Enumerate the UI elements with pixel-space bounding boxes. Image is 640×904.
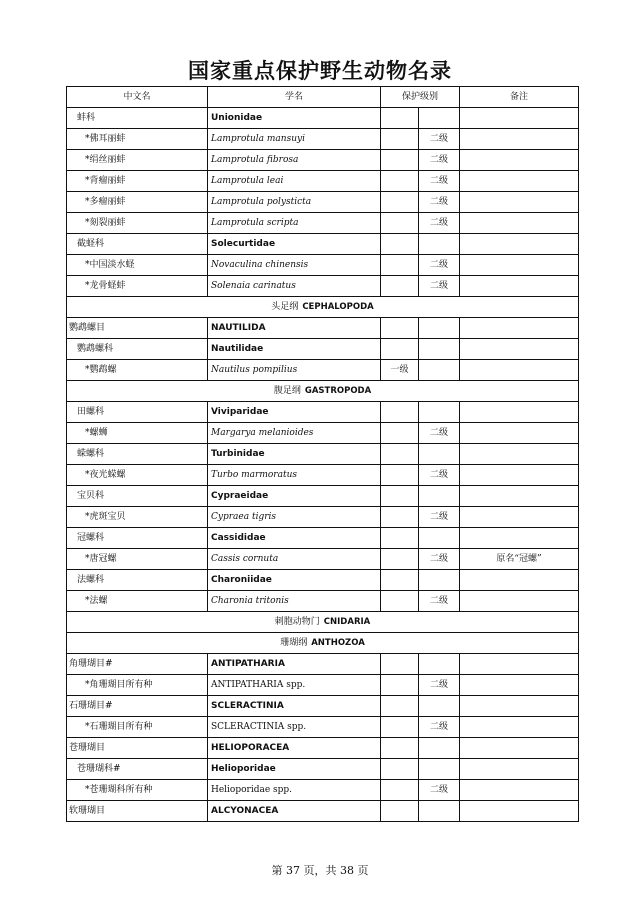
section-latin-name: CNIDARIA bbox=[323, 617, 371, 627]
notes-cell bbox=[460, 444, 579, 465]
notes-cell bbox=[460, 234, 579, 255]
level-two-cell: 二级 bbox=[419, 423, 460, 444]
level-two-cell: 二级 bbox=[419, 675, 460, 696]
level-two-cell: 二级 bbox=[419, 192, 460, 213]
header-scientific-name: 学名 bbox=[208, 87, 381, 108]
level-one-cell bbox=[381, 129, 419, 150]
scientific-name-cell: Lamprotula polysticta bbox=[208, 192, 381, 213]
chinese-name-cell: 苍珊瑚目 bbox=[67, 738, 208, 759]
scientific-name-cell: Viviparidae bbox=[208, 402, 381, 423]
level-two-cell: 二级 bbox=[419, 780, 460, 801]
notes-cell bbox=[460, 591, 579, 612]
notes-cell bbox=[460, 759, 579, 780]
scientific-name-cell: ANTIPATHARIA spp. bbox=[208, 675, 381, 696]
scientific-name-cell: Nautilidae bbox=[208, 339, 381, 360]
level-two-cell bbox=[419, 234, 460, 255]
chinese-name-cell: 冠螺科 bbox=[67, 528, 208, 549]
table-row bbox=[67, 801, 579, 822]
table-row bbox=[67, 402, 579, 423]
header-protection-level: 保护级别 bbox=[381, 87, 460, 108]
scientific-name-cell: NAUTILIDA bbox=[208, 318, 381, 339]
chinese-name-cell: *佛耳丽蚌 bbox=[67, 129, 208, 150]
scientific-name-cell: Lamprotula scripta bbox=[208, 213, 381, 234]
scientific-name-cell: Solecurtidae bbox=[208, 234, 381, 255]
scientific-name-cell: Charonia tritonis bbox=[208, 591, 381, 612]
section-chinese-name: 珊瑚纲 bbox=[280, 638, 308, 648]
table-row bbox=[67, 108, 579, 129]
table-row bbox=[67, 759, 579, 780]
notes-cell bbox=[460, 486, 579, 507]
level-two-cell bbox=[419, 759, 460, 780]
level-two-cell bbox=[419, 402, 460, 423]
notes-cell bbox=[460, 108, 579, 129]
notes-cell bbox=[460, 801, 579, 822]
page-number: 第 37 页，共 38 页 bbox=[271, 864, 369, 877]
scientific-name-cell: SCLERACTINIA bbox=[208, 696, 381, 717]
notes-cell bbox=[460, 528, 579, 549]
level-one-cell bbox=[381, 339, 419, 360]
chinese-name-cell: *夜光蝾螺 bbox=[67, 465, 208, 486]
header-notes: 备注 bbox=[460, 87, 579, 108]
level-one-cell bbox=[381, 276, 419, 297]
table-row bbox=[67, 486, 579, 507]
chinese-name-cell: 法螺科 bbox=[67, 570, 208, 591]
section-chinese-name: 腹足纲 bbox=[273, 386, 301, 396]
table-row bbox=[67, 444, 579, 465]
level-one-cell bbox=[381, 801, 419, 822]
section-latin-name: ANTHOZOA bbox=[311, 638, 365, 648]
chinese-name-cell: *唐冠螺 bbox=[67, 549, 208, 570]
scientific-name-cell: Lamprotula leai bbox=[208, 171, 381, 192]
section-chinese-name: 头足纲 bbox=[271, 302, 299, 312]
notes-cell bbox=[460, 276, 579, 297]
level-two-cell bbox=[419, 486, 460, 507]
level-one-cell bbox=[381, 549, 419, 570]
level-two-cell: 二级 bbox=[419, 171, 460, 192]
notes-cell bbox=[460, 423, 579, 444]
section-row bbox=[67, 381, 579, 402]
chinese-name-cell: *法螺 bbox=[67, 591, 208, 612]
species-table bbox=[66, 86, 579, 822]
level-one-cell bbox=[381, 192, 419, 213]
scientific-name-cell: Charoniidae bbox=[208, 570, 381, 591]
scientific-name-cell: SCLERACTINIA spp. bbox=[208, 717, 381, 738]
level-two-cell bbox=[419, 654, 460, 675]
notes-cell bbox=[460, 213, 579, 234]
table-row bbox=[67, 528, 579, 549]
chinese-name-cell: 角珊瑚目# bbox=[67, 654, 208, 675]
notes-cell bbox=[460, 654, 579, 675]
chinese-name-cell: *中国淡水蛏 bbox=[67, 255, 208, 276]
scientific-name-cell: Unionidae bbox=[208, 108, 381, 129]
notes-cell bbox=[460, 318, 579, 339]
table-row bbox=[67, 465, 579, 486]
level-two-cell bbox=[419, 696, 460, 717]
level-one-cell bbox=[381, 591, 419, 612]
section-heading bbox=[67, 297, 579, 318]
chinese-name-cell: *石珊瑚目所有种 bbox=[67, 717, 208, 738]
level-two-cell: 二级 bbox=[419, 276, 460, 297]
level-two-cell bbox=[419, 444, 460, 465]
level-two-cell: 二级 bbox=[419, 213, 460, 234]
notes-cell bbox=[460, 465, 579, 486]
level-one-cell bbox=[381, 318, 419, 339]
chinese-name-cell: *螺蛳 bbox=[67, 423, 208, 444]
chinese-name-cell: *龙骨蛏蚌 bbox=[67, 276, 208, 297]
section-row bbox=[67, 633, 579, 654]
level-one-cell bbox=[381, 675, 419, 696]
notes-cell bbox=[460, 402, 579, 423]
chinese-name-cell: *多瘤丽蚌 bbox=[67, 192, 208, 213]
level-one-cell: 一级 bbox=[381, 360, 419, 381]
level-two-cell: 二级 bbox=[419, 549, 460, 570]
notes-cell bbox=[460, 255, 579, 276]
scientific-name-cell: ALCYONACEA bbox=[208, 801, 381, 822]
table-row bbox=[67, 654, 579, 675]
notes-cell bbox=[460, 507, 579, 528]
level-one-cell bbox=[381, 255, 419, 276]
level-one-cell bbox=[381, 780, 419, 801]
notes-cell bbox=[460, 570, 579, 591]
level-one-cell bbox=[381, 150, 419, 171]
scientific-name-cell: Cassididae bbox=[208, 528, 381, 549]
table-row bbox=[67, 549, 579, 570]
scientific-name-cell: Helioporidae spp. bbox=[208, 780, 381, 801]
level-one-cell bbox=[381, 213, 419, 234]
chinese-name-cell: 鹦鹉螺目 bbox=[67, 318, 208, 339]
level-one-cell bbox=[381, 528, 419, 549]
level-one-cell bbox=[381, 444, 419, 465]
level-two-cell bbox=[419, 570, 460, 591]
chinese-name-cell: 苍珊瑚科# bbox=[67, 759, 208, 780]
level-two-cell bbox=[419, 801, 460, 822]
scientific-name-cell: Solenaia carinatus bbox=[208, 276, 381, 297]
section-row bbox=[67, 297, 579, 318]
section-heading bbox=[67, 612, 579, 633]
level-one-cell bbox=[381, 423, 419, 444]
notes-cell bbox=[460, 129, 579, 150]
notes-cell bbox=[460, 738, 579, 759]
header-chinese-name: 中文名 bbox=[67, 87, 208, 108]
table-row bbox=[67, 234, 579, 255]
level-one-cell bbox=[381, 654, 419, 675]
table-row bbox=[67, 507, 579, 528]
level-two-cell bbox=[419, 339, 460, 360]
section-heading bbox=[67, 381, 579, 402]
chinese-name-cell: 鹦鹉螺科 bbox=[67, 339, 208, 360]
chinese-name-cell: *刻裂丽蚌 bbox=[67, 213, 208, 234]
chinese-name-cell: *背瘤丽蚌 bbox=[67, 171, 208, 192]
page-title: 国家重点保护野生动物名录 bbox=[188, 58, 452, 83]
level-one-cell bbox=[381, 171, 419, 192]
level-one-cell bbox=[381, 717, 419, 738]
notes-cell bbox=[460, 360, 579, 381]
level-one-cell bbox=[381, 486, 419, 507]
table-row bbox=[67, 738, 579, 759]
level-one-cell bbox=[381, 108, 419, 129]
chinese-name-cell: *虎斑宝贝 bbox=[67, 507, 208, 528]
level-one-cell bbox=[381, 402, 419, 423]
scientific-name-cell: Turbinidae bbox=[208, 444, 381, 465]
table-row bbox=[67, 129, 579, 150]
table-row bbox=[67, 150, 579, 171]
notes-cell bbox=[460, 150, 579, 171]
scientific-name-cell: ANTIPATHARIA bbox=[208, 654, 381, 675]
scientific-name-cell: Lamprotula mansuyi bbox=[208, 129, 381, 150]
notes-cell bbox=[460, 717, 579, 738]
level-two-cell bbox=[419, 360, 460, 381]
table-row bbox=[67, 318, 579, 339]
section-latin-name: CEPHALOPODA bbox=[302, 302, 374, 312]
notes-cell bbox=[460, 696, 579, 717]
level-two-cell bbox=[419, 528, 460, 549]
scientific-name-cell: Lamprotula fibrosa bbox=[208, 150, 381, 171]
scientific-name-cell: Turbo marmoratus bbox=[208, 465, 381, 486]
level-one-cell bbox=[381, 465, 419, 486]
level-two-cell bbox=[419, 738, 460, 759]
level-two-cell: 二级 bbox=[419, 129, 460, 150]
table-row bbox=[67, 717, 579, 738]
table-row bbox=[67, 192, 579, 213]
scientific-name-cell: Nautilus pompilius bbox=[208, 360, 381, 381]
table-row bbox=[67, 696, 579, 717]
level-two-cell bbox=[419, 108, 460, 129]
table-row bbox=[67, 339, 579, 360]
level-two-cell: 二级 bbox=[419, 150, 460, 171]
chinese-name-cell: 软珊瑚目 bbox=[67, 801, 208, 822]
level-one-cell bbox=[381, 507, 419, 528]
section-row bbox=[67, 612, 579, 633]
level-one-cell bbox=[381, 234, 419, 255]
notes-cell bbox=[460, 675, 579, 696]
table-row bbox=[67, 255, 579, 276]
chinese-name-cell: *鹦鹉螺 bbox=[67, 360, 208, 381]
table-header-row bbox=[67, 87, 579, 108]
notes-cell: 原名“冠螺” bbox=[460, 549, 579, 570]
notes-cell bbox=[460, 192, 579, 213]
chinese-name-cell: 田螺科 bbox=[67, 402, 208, 423]
notes-cell bbox=[460, 780, 579, 801]
level-one-cell bbox=[381, 570, 419, 591]
table-row bbox=[67, 213, 579, 234]
scientific-name-cell: Margarya melanioides bbox=[208, 423, 381, 444]
chinese-name-cell: 截蛏科 bbox=[67, 234, 208, 255]
section-latin-name: GASTROPODA bbox=[304, 386, 372, 396]
table-row bbox=[67, 780, 579, 801]
level-two-cell: 二级 bbox=[419, 465, 460, 486]
scientific-name-cell: HELIOPORACEA bbox=[208, 738, 381, 759]
chinese-name-cell: *角珊瑚目所有种 bbox=[67, 675, 208, 696]
notes-cell bbox=[460, 171, 579, 192]
table-row bbox=[67, 360, 579, 381]
chinese-name-cell: 蝾螺科 bbox=[67, 444, 208, 465]
chinese-name-cell: 蚌科 bbox=[67, 108, 208, 129]
notes-cell bbox=[460, 339, 579, 360]
chinese-name-cell: *绢丝丽蚌 bbox=[67, 150, 208, 171]
level-one-cell bbox=[381, 738, 419, 759]
level-two-cell bbox=[419, 318, 460, 339]
chinese-name-cell: 宝贝科 bbox=[67, 486, 208, 507]
scientific-name-cell: Helioporidae bbox=[208, 759, 381, 780]
table-body bbox=[67, 108, 579, 822]
table-row bbox=[67, 570, 579, 591]
table-row bbox=[67, 423, 579, 444]
level-one-cell bbox=[381, 696, 419, 717]
chinese-name-cell: 石珊瑚目# bbox=[67, 696, 208, 717]
scientific-name-cell: Cypraea tigris bbox=[208, 507, 381, 528]
level-one-cell bbox=[381, 759, 419, 780]
table-row bbox=[67, 171, 579, 192]
level-two-cell: 二级 bbox=[419, 717, 460, 738]
table-row bbox=[67, 675, 579, 696]
section-heading bbox=[67, 633, 579, 654]
table-row bbox=[67, 591, 579, 612]
scientific-name-cell: Novaculina chinensis bbox=[208, 255, 381, 276]
level-two-cell: 二级 bbox=[419, 507, 460, 528]
section-chinese-name: 刺胞动物门 bbox=[274, 617, 320, 627]
chinese-name-cell: *苍珊瑚科所有种 bbox=[67, 780, 208, 801]
level-two-cell: 二级 bbox=[419, 255, 460, 276]
level-two-cell: 二级 bbox=[419, 591, 460, 612]
scientific-name-cell: Cypraeidae bbox=[208, 486, 381, 507]
scientific-name-cell: Cassis cornuta bbox=[208, 549, 381, 570]
table-row bbox=[67, 276, 579, 297]
